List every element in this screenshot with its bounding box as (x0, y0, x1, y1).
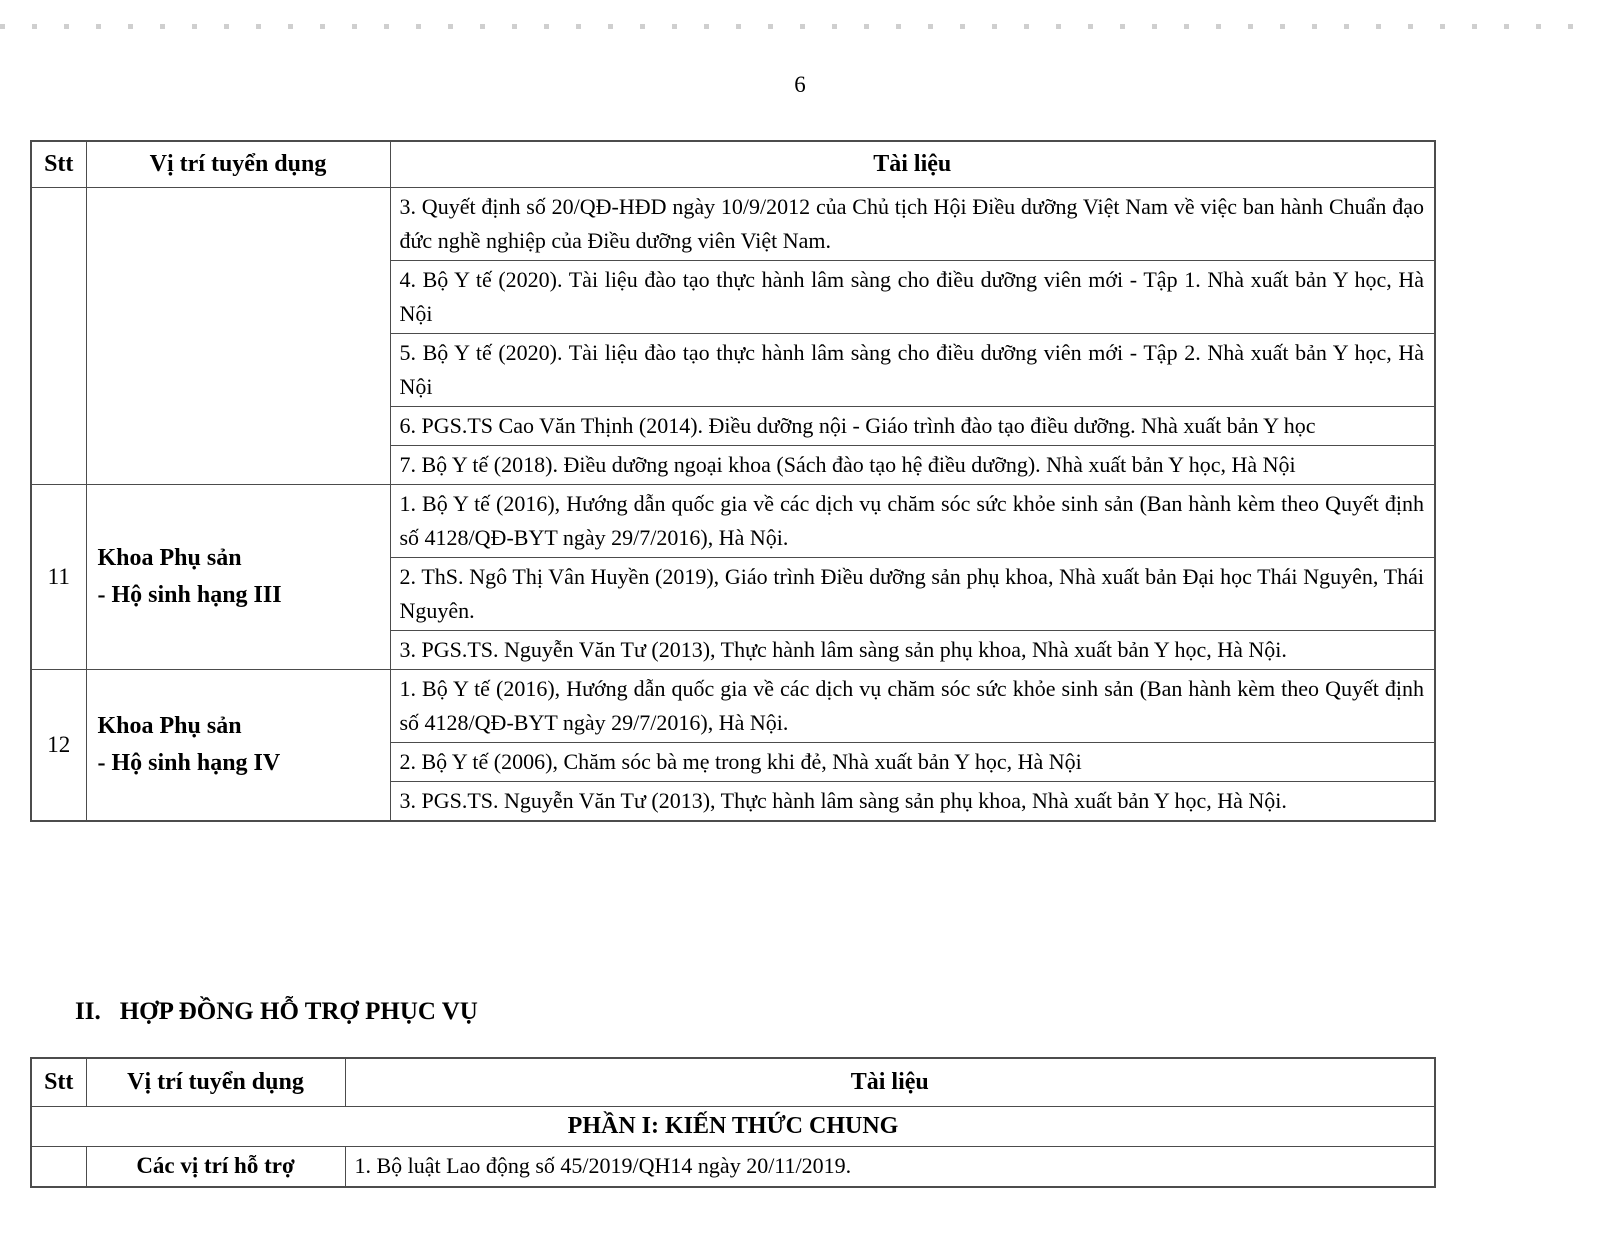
column-header-position: Vị trí tuyển dụng (86, 1058, 345, 1106)
stt-cell-11: 11 (31, 484, 86, 669)
document-item: 3. PGS.TS. Nguyễn Văn Tư (2013), Thực hành lâm sàng sản phụ khoa, Nhà xuất bản Y học, Hà Nội. (390, 630, 1435, 669)
column-header-stt: Stt (31, 1058, 86, 1106)
document-item: 1. Bộ luật Lao động số 45/2019/QH14 ngày 20/11/2019. (345, 1146, 1435, 1187)
recruitment-documents-table (30, 140, 1436, 822)
stt-cell-12: 12 (31, 669, 86, 821)
table-row (31, 484, 1435, 557)
table-row (31, 669, 1435, 742)
document-item: 1. Bộ Y tế (2016), Hướng dẫn quốc gia về các dịch vụ chăm sóc sức khỏe sinh sản (Ban hành kèm theo Quyết định số 4128/QĐ-BYT ngày 29/7/2016), Hà Nội. (390, 484, 1435, 557)
column-header-documents: Tài liệu (345, 1058, 1435, 1106)
part-header-cell: PHẦN I: KIẾN THỨC CHUNG (31, 1106, 1435, 1146)
document-item: 1. Bộ Y tế (2016), Hướng dẫn quốc gia về các dịch vụ chăm sóc sức khỏe sinh sản (Ban hành kèm theo Quyết định số 4128/QĐ-BYT ngày 29/7/2016), Hà Nội. (390, 669, 1435, 742)
position-cell-support: Các vị trí hỗ trợ (86, 1146, 345, 1187)
position-line: - Hộ sinh hạng IV (97, 749, 281, 776)
page-top-dashed-separator (0, 24, 1600, 29)
document-item: 5. Bộ Y tế (2020). Tài liệu đào tạo thực hành lâm sàng cho điều dưỡng viên mới - Tập 2. Nhà xuất bản Y học, Hà Nội (390, 333, 1435, 406)
table-row (31, 1146, 1435, 1187)
document-item: 4. Bộ Y tế (2020). Tài liệu đào tạo thực hành lâm sàng cho điều dưỡng viên mới - Tập 1. Nhà xuất bản Y học, Hà Nội (390, 260, 1435, 333)
section-numeral: II. (75, 998, 101, 1025)
document-item: 3. Quyết định số 20/QĐ-HĐD ngày 10/9/2012 của Chủ tịch Hội Điều dưỡng Việt Nam về việc ban hành Chuẩn đạo đức nghề nghiệp của Điều dưỡng viên Việt Nam. (390, 187, 1435, 260)
part-header-row (31, 1106, 1435, 1146)
position-line: - Hộ sinh hạng III (97, 581, 282, 608)
table-row (31, 187, 1435, 260)
document-item: 3. PGS.TS. Nguyễn Văn Tư (2013), Thực hành lâm sàng sản phụ khoa, Nhà xuất bản Y học, Hà Nội. (390, 781, 1435, 821)
document-item: 2. Bộ Y tế (2006), Chăm sóc bà mẹ trong khi đẻ, Nhà xuất bản Y học, Hà Nội (390, 742, 1435, 781)
stt-cell-empty (31, 187, 86, 484)
table-header-row (31, 141, 1435, 187)
table-header-row (31, 1058, 1435, 1106)
page-number: 6 (794, 72, 806, 97)
position-line: Khoa Phụ sản (97, 712, 242, 739)
position-line: Khoa Phụ sản (97, 544, 242, 571)
document-item: 7. Bộ Y tế (2018). Điều dưỡng ngoại khoa (Sách đào tạo hệ điều dưỡng). Nhà xuất bản Y học, Hà Nội (390, 445, 1435, 484)
column-header-position: Vị trí tuyển dụng (86, 141, 390, 187)
column-header-documents: Tài liệu (390, 141, 1435, 187)
support-contract-table (30, 1057, 1436, 1188)
position-cell-empty (86, 187, 390, 484)
column-header-stt: Stt (31, 141, 86, 187)
position-cell-11 (86, 484, 390, 669)
document-item: 6. PGS.TS Cao Văn Thịnh (2014). Điều dưỡng nội - Giáo trình đào tạo điều dưỡng. Nhà xuất bản Y học (390, 406, 1435, 445)
document-item: 2. ThS. Ngô Thị Vân Huyền (2019), Giáo trình Điều dưỡng sản phụ khoa, Nhà xuất bản Đại học Thái Nguyên, Thái Nguyên. (390, 557, 1435, 630)
stt-cell-empty (31, 1146, 86, 1187)
position-cell-12 (86, 669, 390, 821)
section-ii-heading (75, 996, 478, 1028)
section-title: HỢP ĐỒNG HỖ TRỢ PHỤC VỤ (119, 998, 478, 1025)
